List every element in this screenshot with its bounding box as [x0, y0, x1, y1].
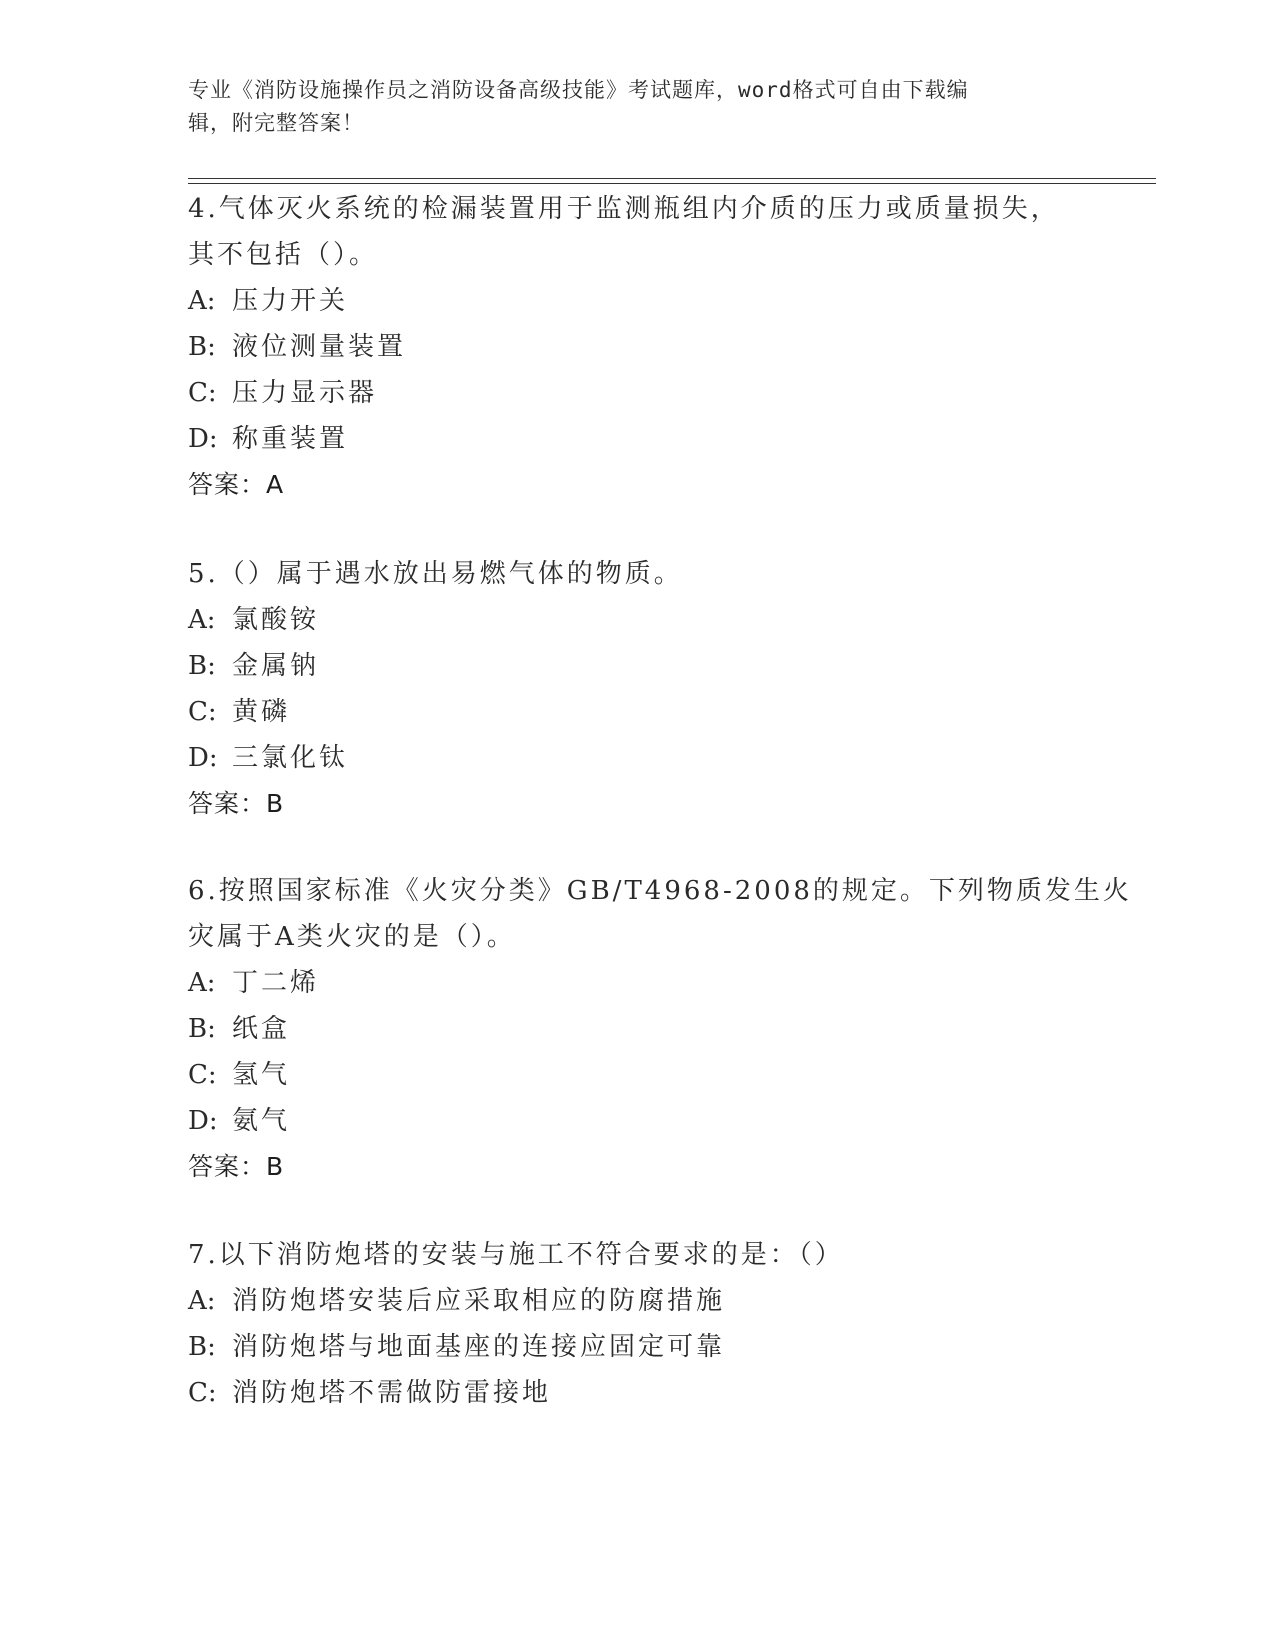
option-text: 消防炮塔安装后应采取相应的防腐措施 — [232, 1286, 726, 1316]
option-c — [188, 689, 1088, 735]
option-key: C: — [188, 378, 217, 408]
option-text: 称重装置 — [232, 424, 349, 454]
option-text: 氨气 — [232, 1106, 291, 1136]
answer-line: 答案：B — [188, 789, 285, 818]
option-d — [188, 416, 1088, 462]
question-7 — [188, 1232, 1088, 1416]
option-key: B: — [188, 651, 216, 681]
option-text: 黄磷 — [232, 697, 291, 727]
option-key: C: — [188, 697, 217, 727]
option-text: 金属钠 — [232, 651, 320, 681]
option-text: 压力显示器 — [232, 378, 378, 408]
option-b — [188, 324, 1088, 370]
header-line-2: 辑，附完整答案！ — [188, 111, 364, 135]
option-text: 氢气 — [232, 1060, 291, 1090]
option-d — [188, 735, 1088, 781]
option-key: A: — [188, 1286, 216, 1316]
option-a — [188, 1278, 1088, 1324]
question-stem-line: 6.按照国家标准《火灾分类》GB/T4968-2008的规定。下列物质发生火 — [188, 876, 1132, 906]
question-5 — [188, 551, 1088, 827]
question-4 — [188, 186, 1088, 508]
option-text: 三氯化钛 — [232, 743, 349, 773]
option-key: B: — [188, 332, 216, 362]
question-stem-line: 灾属于A类火灾的是（）。 — [188, 922, 516, 952]
option-key: A: — [188, 968, 216, 998]
option-c — [188, 1052, 1088, 1098]
option-key: A: — [188, 605, 216, 635]
question-stem-line: 5.（）属于遇水放出易燃气体的物质。 — [188, 559, 683, 589]
option-a — [188, 597, 1088, 643]
answer-line: 答案：A — [188, 470, 285, 499]
option-a — [188, 278, 1088, 324]
option-key: C: — [188, 1378, 217, 1408]
option-text: 液位测量装置 — [232, 332, 407, 362]
option-key: B: — [188, 1332, 216, 1362]
option-text: 丁二烯 — [232, 968, 320, 998]
header-divider-top — [188, 178, 1156, 179]
header-divider-bottom — [188, 183, 1156, 184]
option-key: A: — [188, 286, 216, 316]
option-c — [188, 370, 1088, 416]
option-a — [188, 960, 1088, 1006]
option-text: 压力开关 — [232, 286, 349, 316]
option-key: B: — [188, 1014, 216, 1044]
option-b — [188, 643, 1088, 689]
option-key: C: — [188, 1060, 217, 1090]
option-b — [188, 1324, 1088, 1370]
question-stem-line: 其不包括（）。 — [188, 240, 379, 270]
option-key: D: — [188, 424, 218, 454]
document-header — [188, 74, 1088, 140]
option-key: D: — [188, 743, 218, 773]
header-line-1: 专业《消防设施操作员之消防设备高级技能》考试题库，word格式可自由下载编 — [188, 78, 969, 102]
option-text: 氯酸铵 — [232, 605, 320, 635]
option-c — [188, 1370, 1088, 1416]
question-stem-line: 7.以下消防炮塔的安装与施工不符合要求的是：（） — [188, 1240, 844, 1270]
question-6 — [188, 868, 1132, 1190]
option-text: 消防炮塔与地面基座的连接应固定可靠 — [232, 1332, 726, 1362]
option-text: 消防炮塔不需做防雷接地 — [232, 1378, 552, 1408]
answer-line: 答案：B — [188, 1152, 285, 1181]
option-d — [188, 1098, 1088, 1144]
option-b — [188, 1006, 1088, 1052]
option-text: 纸盒 — [232, 1014, 291, 1044]
option-key: D: — [188, 1106, 218, 1136]
question-stem-line: 4.气体灭火系统的检漏装置用于监测瓶组内介质的压力或质量损失， — [188, 194, 1060, 224]
